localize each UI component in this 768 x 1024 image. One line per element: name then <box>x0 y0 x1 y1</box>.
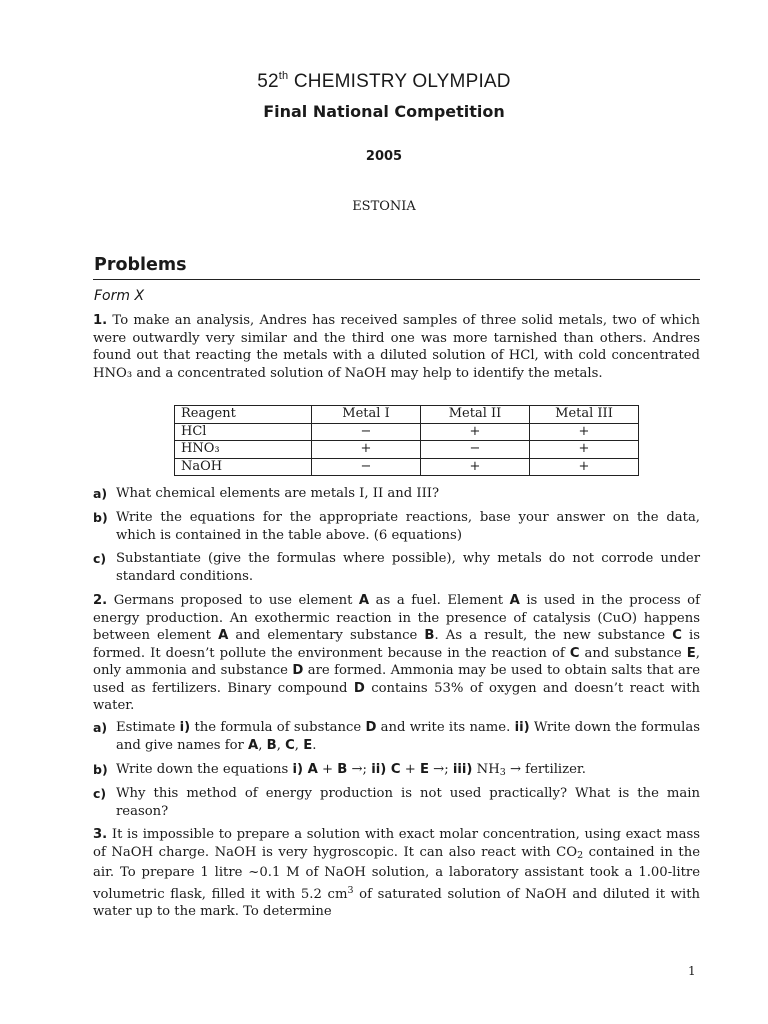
title-number: 52 <box>257 71 279 92</box>
table-header-cell: Metal III <box>530 406 639 424</box>
table-header-cell: Metal II <box>421 406 530 424</box>
table-header-cell: Reagent <box>175 406 312 424</box>
problem-2-question-a <box>93 719 700 754</box>
problem-2-number: 2. <box>93 593 108 608</box>
problem-2-text <box>93 592 700 715</box>
problem-3-number: 3. <box>93 827 108 842</box>
problem-2-question-c <box>93 785 700 820</box>
title-superscript: th <box>278 70 289 82</box>
table-cell: − <box>421 441 530 459</box>
question-label: b) <box>93 762 108 777</box>
question-text: Substantiate (give the formulas where possible), why metals do not corrode under standard conditions. <box>116 551 700 584</box>
table-cell: − <box>312 458 421 476</box>
table-cell: HNO₃ <box>175 441 312 459</box>
problem-3-text <box>93 826 700 921</box>
table-row <box>175 441 639 459</box>
problem-1-question-b <box>93 509 700 544</box>
table-cell: + <box>421 458 530 476</box>
page-title <box>0 70 768 93</box>
table-header-row <box>175 406 639 424</box>
table-cell: + <box>530 441 639 459</box>
table-cell: + <box>530 423 639 441</box>
form-label: Form X <box>94 288 145 304</box>
question-label: c) <box>93 786 107 801</box>
problem-1-text <box>93 312 700 382</box>
reagent-table <box>174 405 639 476</box>
table-cell: HCl <box>175 423 312 441</box>
competition-country: ESTONIA <box>352 199 416 214</box>
table-cell: − <box>312 423 421 441</box>
question-label: a) <box>93 720 108 735</box>
problem-2-question-b <box>93 761 700 782</box>
table-row <box>175 458 639 476</box>
question-label: a) <box>93 486 108 501</box>
question-label: b) <box>93 510 108 525</box>
table-header-cell: Metal I <box>312 406 421 424</box>
table-cell: + <box>530 458 639 476</box>
question-text: Write down the equations i) A + B →; ii) C + E →; iii) $NH_3$ → fertilizer. <box>116 762 586 778</box>
competition-year: 2005 <box>365 149 403 164</box>
question-label: c) <box>93 551 107 566</box>
table-cell: + <box>312 441 421 459</box>
page-subtitle: Final National Competition <box>263 102 505 121</box>
question-text: What chemical elements are metals I, II and III? <box>116 486 440 501</box>
problem-3-body: It is impossible to prepare a solution with exact molar concentration, using exact mass of NaOH charge. NaOH is very hygroscopic. It can also react with $CO_2$ contained in the air. To prepare 1 litre ~0.1 M of NaOH solution, a laboratory assistant took a 1.00-litre volumetric flask, filled it with 5.2 $cm^3$ of saturated solution of NaOH and diluted it with water up to the mark. To determine <box>93 827 700 919</box>
problem-1-question-a <box>93 485 700 503</box>
problem-1-number: 1. <box>93 313 108 328</box>
question-text: Why this method of energy production is not used practically? What is the main reason? <box>116 786 700 819</box>
question-text: Estimate i) the formula of substance D and write its name. ii) Write down the formulas and give names for A, B, C, E. <box>116 720 700 753</box>
page-number: 1 <box>688 964 696 978</box>
title-text: CHEMISTRY OLYMPIAD <box>288 71 511 92</box>
problem-1-question-c <box>93 550 700 585</box>
heading-divider <box>93 279 700 280</box>
problem-2-body: Germans proposed to use element A as a fuel. Element A is used in the process of energy production. An exothermic reaction in the presence of catalysis (CuO) happens between element A and elementary substance B. As a result, the new substance C is formed. It doesn’t pollute the environment because in the reaction of C and substance E, only ammonia and substance D are formed. Ammonia may be used to obtain salts that are used as fertilizers. Binary compound D contains 53% of oxygen and doesn’t react with water. <box>93 593 700 713</box>
table-cell: NaOH <box>175 458 312 476</box>
section-heading: Problems <box>94 255 187 275</box>
problem-1-body: To make an analysis, Andres has received samples of three solid metals, two of which were outwardly very similar and the third one was more tarnished than others. Andres found out that reacting the metals with a diluted solution of HCl, with cold concentrated HNO₃ and a concentrated solution of NaOH may help to identify the metals. <box>93 313 700 381</box>
question-text: Write the equations for the appropriate reactions, base your answer on the data, which is contained in the table above. (6 equations) <box>116 510 700 543</box>
table-cell: + <box>421 423 530 441</box>
table-row <box>175 423 639 441</box>
